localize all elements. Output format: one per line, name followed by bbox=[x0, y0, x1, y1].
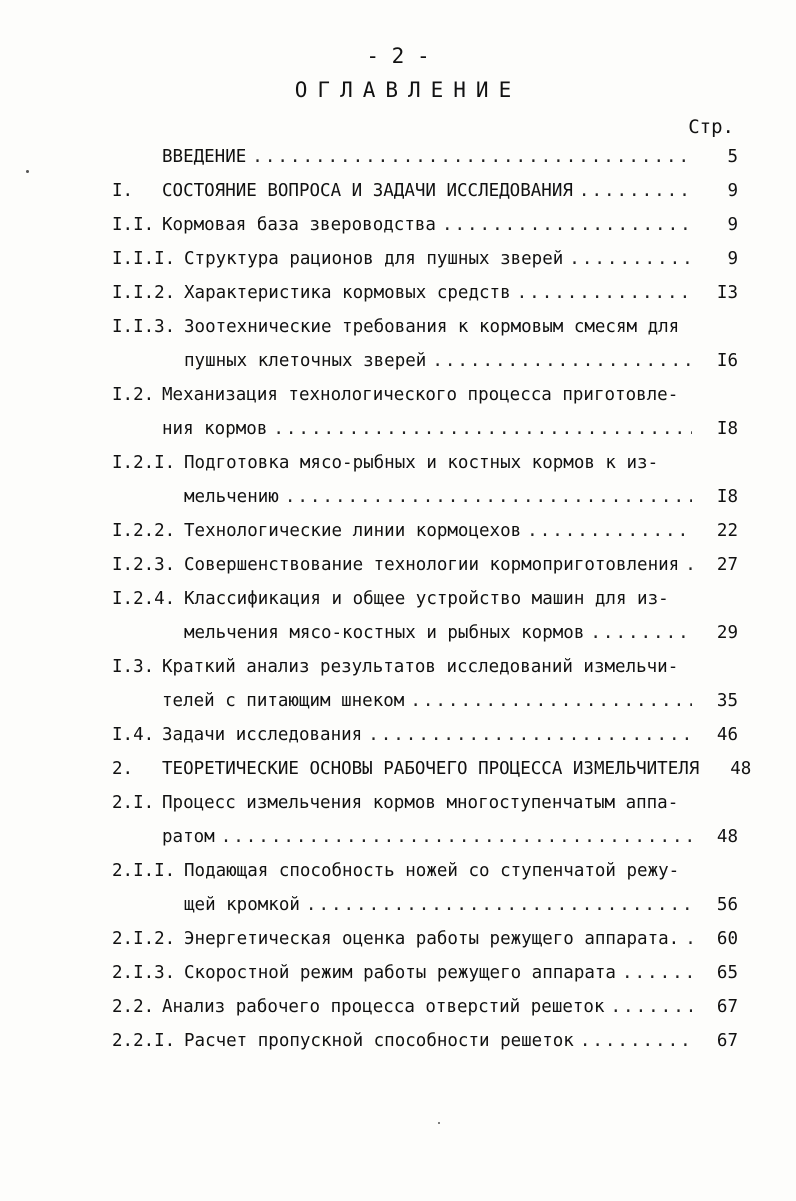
dot-leader bbox=[611, 990, 692, 1024]
toc-entry-text: ратом bbox=[162, 827, 215, 847]
toc-entry-number: I.2.I. bbox=[112, 453, 176, 473]
toc-entry bbox=[112, 990, 738, 1024]
toc-entry-text: Подающая способность ножей со ступенчатой режу- bbox=[184, 861, 680, 881]
toc-entry-number: 2.I. bbox=[112, 793, 155, 813]
toc-entry-text: Задачи исследования bbox=[162, 725, 363, 745]
toc-entry-number: I. bbox=[112, 181, 134, 201]
toc-entry-text: Структура рационов для пушных зверей bbox=[184, 249, 564, 269]
toc-entry-text: Механизация технологического процесса приготовле- bbox=[162, 385, 679, 405]
dot-leader bbox=[685, 548, 692, 582]
toc-entry bbox=[112, 650, 738, 718]
toc-entry-page: 9 bbox=[727, 215, 738, 235]
toc-entry-text: Зоотехнические требования к кормовым смесям для bbox=[184, 317, 680, 337]
toc-entry-text: мельчению bbox=[184, 487, 279, 507]
toc-entry-text: щей кромкой bbox=[184, 895, 300, 915]
toc-entry bbox=[112, 786, 738, 854]
toc-entry bbox=[112, 174, 738, 208]
dot-leader bbox=[569, 242, 692, 276]
toc-entry-number: I.I.3. bbox=[112, 317, 176, 337]
toc-entry-page: 9 bbox=[727, 181, 738, 201]
toc-entry-text: Расчет пропускной способности решеток bbox=[184, 1031, 574, 1051]
dot-leader bbox=[580, 1024, 692, 1058]
toc-entry-text: ВВЕДЕНИЕ bbox=[162, 147, 247, 167]
toc-entry-page: 27 bbox=[716, 555, 738, 575]
toc-entry-page: 56 bbox=[716, 895, 738, 915]
table-of-contents bbox=[112, 140, 752, 1058]
toc-entry-number: I.4. bbox=[112, 725, 155, 745]
dot-leader bbox=[622, 956, 692, 990]
toc-entry bbox=[112, 208, 738, 242]
toc-entry-text: телей с питающим шнеком bbox=[162, 691, 405, 711]
toc-entry-text: ния кормов bbox=[162, 419, 268, 439]
toc-entry-text: Анализ рабочего процесса отверстий решеток bbox=[162, 997, 605, 1017]
toc-entry-page: I8 bbox=[716, 487, 738, 507]
toc-entry-page: 65 bbox=[716, 963, 738, 983]
toc-entry-page: 5 bbox=[727, 147, 738, 167]
dot-leader bbox=[432, 344, 692, 378]
dot-leader bbox=[517, 276, 692, 310]
toc-entry-page: 46 bbox=[716, 725, 738, 745]
dot-leader bbox=[252, 140, 692, 174]
toc-entry bbox=[112, 378, 738, 446]
page-number: - 2 - bbox=[366, 44, 430, 68]
toc-entry-page: 67 bbox=[716, 1031, 738, 1051]
toc-entry-text: Технологические линии кормоцехов bbox=[184, 521, 522, 541]
toc-entry bbox=[112, 956, 738, 990]
toc-entry-page: 22 bbox=[716, 521, 738, 541]
toc-entry-text: Характеристика кормовых средств bbox=[184, 283, 511, 303]
toc-entry-page: 9 bbox=[727, 249, 738, 269]
toc-entry-number: I.3. bbox=[112, 657, 155, 677]
toc-entry-text: СОСТОЯНИЕ ВОПРОСА И ЗАДАЧИ ИССЛЕДОВАНИЯ bbox=[162, 181, 573, 201]
dot-leader bbox=[442, 208, 692, 242]
toc-entry-text: Энергетическая оценка работы режущего аппарата. bbox=[184, 929, 680, 949]
toc-entry bbox=[112, 242, 738, 276]
dot-leader bbox=[221, 820, 692, 854]
toc-entry bbox=[112, 140, 738, 174]
dot-leader bbox=[527, 514, 692, 548]
toc-entry-page: 67 bbox=[716, 997, 738, 1017]
toc-entry-number: 2. bbox=[112, 759, 134, 779]
scan-speck bbox=[26, 170, 29, 173]
toc-entry bbox=[112, 922, 738, 956]
toc-entry-number: I.I.2. bbox=[112, 283, 176, 303]
toc-entry-number: I.2.3. bbox=[112, 555, 176, 575]
toc-entry bbox=[112, 854, 738, 922]
toc-entry-page: 60 bbox=[716, 929, 738, 949]
toc-entry bbox=[112, 310, 738, 378]
toc-entry-text: Кормовая база звероводства bbox=[162, 215, 436, 235]
toc-entry bbox=[112, 718, 738, 752]
toc-entry-text: ТЕОРЕТИЧЕСКИЕ ОСНОВЫ РАБОЧЕГО ПРОЦЕССА ИЗМЕЛЬЧИТЕЛЯ bbox=[162, 759, 700, 779]
toc-entry bbox=[112, 582, 738, 650]
toc-entry bbox=[112, 514, 738, 548]
toc-entry-number: I.I.I. bbox=[112, 249, 176, 269]
toc-entry-text: Процесс измельчения кормов многоступенчатым аппа- bbox=[162, 793, 679, 813]
toc-entry-page: I8 bbox=[716, 419, 738, 439]
toc-entry bbox=[112, 276, 738, 310]
toc-entry-number: 2.I.I. bbox=[112, 861, 176, 881]
toc-entry-number: I.I. bbox=[112, 215, 155, 235]
toc-title: ОГЛАВЛЕНИЕ bbox=[294, 78, 522, 102]
toc-entry-number: 2.I.3. bbox=[112, 963, 176, 983]
scan-speck bbox=[438, 1122, 440, 1124]
dot-leader bbox=[368, 718, 692, 752]
toc-entry-number: I.2.2. bbox=[112, 521, 176, 541]
toc-entry-text: Скоростной режим работы режущего аппарата bbox=[184, 963, 616, 983]
toc-entry bbox=[112, 548, 738, 582]
toc-entry-text: Краткий анализ результатов исследований измельчи- bbox=[162, 657, 679, 677]
toc-entry-text: пушных клеточных зверей bbox=[184, 351, 427, 371]
toc-entry-page: 35 bbox=[716, 691, 738, 711]
toc-entry bbox=[112, 1024, 738, 1058]
toc-entry-page: 48 bbox=[730, 759, 752, 779]
toc-entry-text: Совершенствование технологии кормоприготовления bbox=[184, 555, 680, 575]
toc-entry-page: 29 bbox=[716, 623, 738, 643]
toc-entry-number: 2.2.I. bbox=[112, 1031, 176, 1051]
toc-entry-text: Подготовка мясо-рыбных и костных кормов к из- bbox=[184, 453, 659, 473]
toc-entry-page: 48 bbox=[716, 827, 738, 847]
dot-leader bbox=[590, 616, 692, 650]
toc-entry bbox=[112, 752, 752, 786]
toc-entry-number: I.2.4. bbox=[112, 589, 176, 609]
dot-leader bbox=[285, 480, 692, 514]
dot-leader bbox=[306, 888, 692, 922]
toc-entry-page: I6 bbox=[716, 351, 738, 371]
toc-entry-number: 2.I.2. bbox=[112, 929, 176, 949]
toc-entry-number: 2.2. bbox=[112, 997, 155, 1017]
toc-entry-text: Классификация и общее устройство машин для из- bbox=[184, 589, 669, 609]
toc-entry-page: I3 bbox=[716, 283, 738, 303]
dot-leader bbox=[579, 174, 692, 208]
dot-leader bbox=[685, 922, 692, 956]
page-column-header: Стр. bbox=[688, 116, 734, 138]
dot-leader bbox=[273, 412, 692, 446]
toc-entry-number: I.2. bbox=[112, 385, 155, 405]
toc-entry bbox=[112, 446, 738, 514]
toc-entry-text: мельчения мясо-костных и рыбных кормов bbox=[184, 623, 585, 643]
dot-leader bbox=[410, 684, 692, 718]
